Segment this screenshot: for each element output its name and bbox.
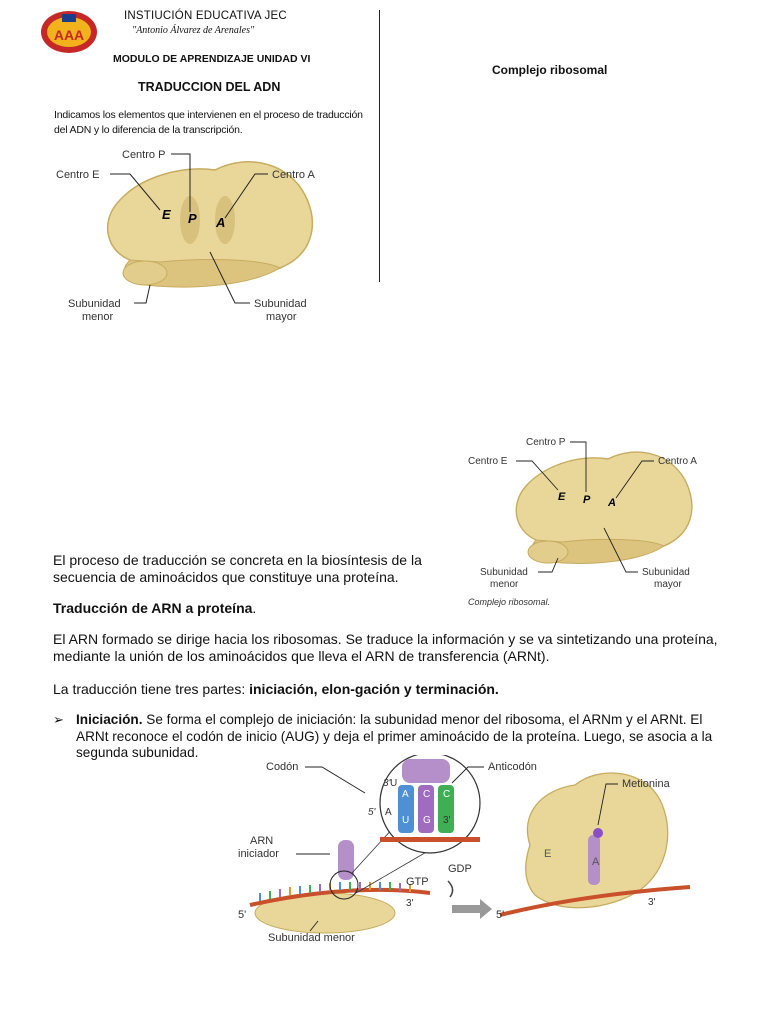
label-gtp: GTP <box>406 876 429 888</box>
zoom-5prime: 5' <box>368 807 376 818</box>
label-subunidad-menor-2: menor <box>82 311 114 323</box>
paragraph-arn: El ARN formado se dirige hacia los ribosomas. Se traduce la información y se va sintetizando una proteína, mediante la unión de los aminoácidos que lleva el ARN de transferencia (ARNt). <box>53 631 718 664</box>
label-gdp: GDP <box>448 863 472 875</box>
label-subunidad-mayor-1: Subunidad <box>642 567 690 578</box>
page-title: TRADUCCION DEL ADN <box>138 80 281 94</box>
label-subunidad-menor: Subunidad menor <box>268 932 355 944</box>
anticodon-base-4: G <box>423 815 431 826</box>
label-3prime-right: 3' <box>648 897 656 908</box>
tres-partes-bold: iniciación, elon-gación y terminación. <box>249 681 499 697</box>
paragraph-biosintesis: El proceso de traducción se concreta en la biosíntesis de la secuencia de aminoácidos que constituye una proteína. <box>53 552 422 585</box>
svg-text:AAA: AAA <box>53 27 85 43</box>
codon-base-2: A <box>385 807 392 818</box>
anticodon-base-5: C <box>443 789 451 800</box>
anticodon-base-2: U <box>402 815 410 826</box>
tres-partes-text: La traducción tiene tres partes: <box>53 681 250 697</box>
section-heading-period: . <box>252 600 257 616</box>
zoom-3prime: 3' <box>383 778 391 789</box>
right-column-title: Complejo ribosomal <box>492 63 608 77</box>
anticodon-base-1: A <box>402 789 409 800</box>
label-subunidad-menor-1: Subunidad <box>68 298 121 310</box>
codon-base-1: U <box>390 778 398 789</box>
section-heading-text: Traducción de ARN a proteína <box>53 600 253 616</box>
label-centro-e: Centro E <box>56 169 100 181</box>
school-logo <box>40 10 98 54</box>
ribosome-figure-1 <box>50 140 350 330</box>
column-divider <box>379 10 380 282</box>
section-heading-traduccion <box>53 600 256 617</box>
site-a-letter: A <box>216 215 226 230</box>
site-e-label: E <box>544 848 552 860</box>
label-centro-p: Centro P <box>526 437 566 448</box>
label-centro-p: Centro P <box>122 149 166 161</box>
iniciacion-text: Se forma el complejo de iniciación: la subunidad menor del ribosoma, el ARNm y el ARNt. El ARNt reconoce el codón de inicio (AUG) y deja el primer aminoácido de la proteína. Luego, se asocia a la segunda subunidad. <box>76 712 713 760</box>
label-3prime-left: 3' <box>406 898 414 909</box>
initiation-diagram <box>230 755 700 955</box>
label-subunidad-mayor-2: mayor <box>266 311 297 323</box>
label-iniciador: iniciador <box>238 848 279 860</box>
label-subunidad-mayor-1: Subunidad <box>254 298 307 310</box>
label-metionina: Metionina <box>622 778 670 790</box>
initiator-trna <box>338 840 354 880</box>
ribosome-figure-2 <box>466 432 726 602</box>
label-subunidad-menor-2: menor <box>490 579 519 590</box>
paragraph-tres-partes <box>53 681 499 698</box>
intro-text: Indicamos los elementos que intervienen en el proceso de traducción del ADN y lo diferencia de la transcripción. <box>54 109 363 136</box>
site-p-letter: P <box>583 494 591 506</box>
label-centro-a: Centro A <box>272 169 315 181</box>
module-title: MODULO DE APRENDIZAJE UNIDAD VI <box>113 53 311 65</box>
anticodon-base-3: C <box>423 789 431 800</box>
label-anticodon: Anticodón <box>488 761 537 773</box>
label-5prime-left: 5' <box>238 909 247 921</box>
figure-caption: Complejo ribosomal. <box>468 597 551 607</box>
site-a-label: A <box>592 856 600 868</box>
label-subunidad-mayor-2: mayor <box>654 579 682 590</box>
label-centro-a: Centro A <box>658 456 697 467</box>
bullet-arrow: ➢ <box>53 712 64 727</box>
label-subunidad-menor-1: Subunidad <box>480 567 528 578</box>
anticodon-3prime: 3' <box>443 815 451 826</box>
iniciacion-label: Iniciación. <box>76 712 143 727</box>
site-e-letter: E <box>162 207 171 222</box>
methionine-dot <box>593 828 603 838</box>
site-e-letter: E <box>558 491 566 503</box>
site-p-letter: P <box>188 211 197 226</box>
label-codon: Codón <box>266 761 299 773</box>
school-subtitle: "Antonio Álvarez de Arenales" <box>132 25 255 36</box>
school-name: INSTIUCIÓN EDUCATIVA JEC <box>124 10 287 22</box>
label-arn: ARN <box>250 835 274 847</box>
ribosome-illustration <box>516 452 692 563</box>
reaction-arrow <box>452 899 492 919</box>
label-5prime-right: 5' <box>496 909 505 921</box>
label-centro-e: Centro E <box>468 456 508 467</box>
site-a-letter: A <box>608 497 616 509</box>
